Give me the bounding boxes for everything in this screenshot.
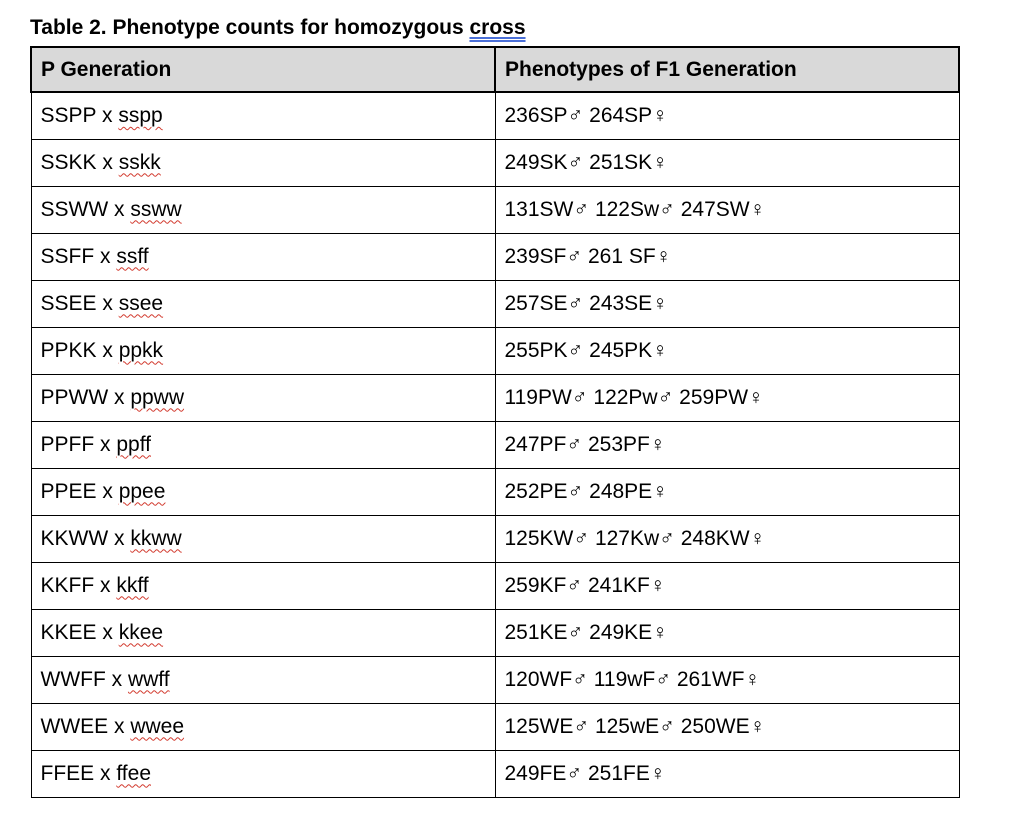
f1-phenotypes-cell: 257SE♂ 243SE♀: [495, 280, 959, 327]
cross-parent-dominant: PPFF x: [40, 432, 117, 456]
table-caption-underlined-word[interactable]: cross: [469, 16, 526, 39]
cross-parent-recessive[interactable]: ssff: [116, 244, 149, 268]
cross-parent-dominant: SSKK x: [40, 150, 119, 174]
table-header-row: [31, 47, 959, 92]
f1-phenotypes-cell: 259KF♂ 241KF♀: [495, 562, 959, 609]
table-row: [31, 374, 959, 421]
cross-parent-recessive[interactable]: sskk: [118, 150, 161, 174]
table-caption: [30, 16, 526, 40]
table-row: [31, 468, 959, 515]
f1-phenotypes-cell: 120WF♂ 119wF♂ 261WF♀: [495, 656, 959, 703]
cross-parent-dominant: PPKK x: [40, 338, 119, 362]
p-generation-cell: [31, 374, 495, 421]
p-generation-cell: [31, 703, 495, 750]
f1-phenotypes-cell: 119PW♂ 122Pw♂ 259PW♀: [495, 374, 959, 421]
p-generation-cell: [31, 656, 495, 703]
cross-parent-dominant: FFEE x: [40, 761, 117, 785]
p-generation-cell: [31, 139, 495, 186]
cross-parent-dominant: SSPP x: [40, 103, 119, 127]
cross-parent-recessive[interactable]: ppee: [118, 479, 166, 503]
header-f1-phenotypes: Phenotypes of F1 Generation: [495, 47, 959, 92]
cross-parent-recessive[interactable]: kkww: [130, 526, 182, 550]
phenotype-table: [30, 46, 960, 798]
table-row: [31, 609, 959, 656]
p-generation-cell: [31, 327, 495, 374]
f1-phenotypes-cell: 125WE♂ 125wE♂ 250WE♀: [495, 703, 959, 750]
p-generation-cell: [31, 186, 495, 233]
table-row: [31, 750, 959, 797]
table-caption-text: Table 2. Phenotype counts for homozygous: [30, 16, 470, 39]
cross-parent-dominant: KKFF x: [40, 573, 117, 597]
p-generation-cell: [31, 92, 495, 139]
p-generation-cell: [31, 750, 495, 797]
table-row: [31, 656, 959, 703]
table-row: [31, 280, 959, 327]
cross-parent-recessive[interactable]: ffee: [116, 761, 151, 785]
cross-parent-dominant: PPWW x: [40, 385, 131, 409]
f1-phenotypes-cell: 249SK♂ 251SK♀: [495, 139, 959, 186]
f1-phenotypes-cell: 251KE♂ 249KE♀: [495, 609, 959, 656]
f1-phenotypes-cell: 255PK♂ 245PK♀: [495, 327, 959, 374]
cross-parent-dominant: SSFF x: [40, 244, 117, 268]
cross-parent-recessive[interactable]: ssee: [118, 291, 164, 315]
f1-phenotypes-cell: 249FE♂ 251FE♀: [495, 750, 959, 797]
p-generation-cell: [31, 515, 495, 562]
table-row: [31, 562, 959, 609]
f1-phenotypes-cell: 252PE♂ 248PE♀: [495, 468, 959, 515]
p-generation-cell: [31, 468, 495, 515]
table-row: [31, 421, 959, 468]
cross-parent-recessive[interactable]: wwee: [130, 714, 185, 738]
table-row: [31, 515, 959, 562]
cross-parent-recessive[interactable]: ppww: [130, 385, 185, 409]
f1-phenotypes-cell: 239SF♂ 261 SF♀: [495, 233, 959, 280]
cross-parent-dominant: KKEE x: [40, 620, 119, 644]
table-row: [31, 233, 959, 280]
p-generation-cell: [31, 280, 495, 327]
cross-parent-dominant: KKWW x: [40, 526, 131, 550]
cross-parent-recessive[interactable]: sspp: [118, 103, 163, 127]
f1-phenotypes-cell: 247PF♂ 253PF♀: [495, 421, 959, 468]
table-row: [31, 186, 959, 233]
cross-parent-recessive[interactable]: ppkk: [118, 338, 164, 362]
cross-parent-dominant: WWFF x: [40, 667, 128, 691]
cross-parent-dominant: WWEE x: [40, 714, 131, 738]
p-generation-cell: [31, 233, 495, 280]
p-generation-cell: [31, 421, 495, 468]
cross-parent-dominant: SSEE x: [40, 291, 119, 315]
header-p-generation: P Generation: [31, 47, 495, 92]
cross-parent-recessive[interactable]: wwff: [127, 667, 170, 691]
cross-parent-recessive[interactable]: kkff: [116, 573, 149, 597]
f1-phenotypes-cell: 125KW♂ 127Kw♂ 248KW♀: [495, 515, 959, 562]
p-generation-cell: [31, 562, 495, 609]
cross-parent-recessive[interactable]: ppff: [116, 432, 151, 456]
f1-phenotypes-cell: 236SP♂ 264SP♀: [495, 92, 959, 139]
cross-parent-dominant: SSWW x: [40, 197, 131, 221]
table-row: [31, 139, 959, 186]
cross-parent-dominant: PPEE x: [40, 479, 119, 503]
p-generation-cell: [31, 609, 495, 656]
table-row: [31, 703, 959, 750]
f1-phenotypes-cell: 131SW♂ 122Sw♂ 247SW♀: [495, 186, 959, 233]
table-body: [31, 92, 959, 797]
cross-parent-recessive[interactable]: ssww: [130, 197, 182, 221]
table-row: [31, 92, 959, 139]
table-row: [31, 327, 959, 374]
cross-parent-recessive[interactable]: kkee: [118, 620, 164, 644]
